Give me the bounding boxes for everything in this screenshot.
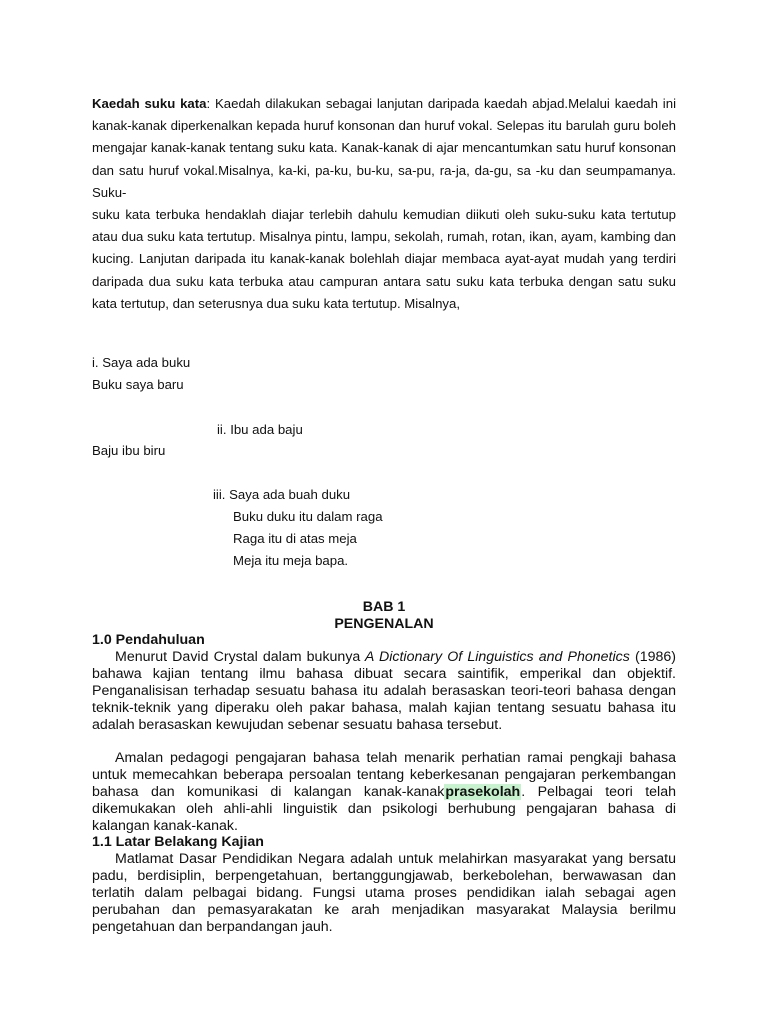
chapter-title: PENGENALAN <box>334 616 434 632</box>
kaedah-suku-kata-paragraph <box>92 93 676 315</box>
example-i-line2: Buku saya baru <box>92 377 184 392</box>
chapter-number: BAB 1 <box>362 599 406 615</box>
kaedah-term: Kaedah suku kata <box>92 96 207 111</box>
pendahuluan-paragraph-2: Amalan pedagogi pengajaran bahasa telah menarik perhatian ramai pengkaji bahasa untuk memecahkan beberapa persoalan tentang keberkesanan pengajaran perkembangan bahasa dan komunikasi di kalangan kanak-kanakprasekolah. Pelbagai teori telah dikemukakan oleh ahli-ahli linguistik dan psikologi berhubung pengajaran bahasa di kalangan kanak-kanak. <box>92 750 676 834</box>
latar-belakang-paragraph: Matlamat Dasar Pendidikan Negara adalah untuk melahirkan masyarakat yang bersatu padu, berdisiplin, berpengetahuan, bertanggungjawab, berkebolehan, berwawasan dan terlatih dalam pelbagai bidang. Fungsi utama proses pendidikan ialah sebagai agen perubahan dan pemasyarakatan ke arah menjadikan masyarakat Malaysia berilmu pengetahuan dan berpandangan jauh. <box>92 851 676 935</box>
section-heading-latar-belakang: 1.1 Latar Belakang Kajian <box>92 834 264 850</box>
example-i-line1: i. Saya ada buku <box>92 355 191 370</box>
example-iii-line3: Raga itu di atas meja <box>233 531 357 546</box>
highlighted-term: prasekolah <box>445 783 521 800</box>
example-ii-line2: Baju ibu biru <box>92 443 166 458</box>
book-title: A Dictionary Of Linguistics and Phonetics <box>360 649 630 665</box>
example-iii-line1: iii. Saya ada buah duku <box>213 487 351 502</box>
pendahuluan-paragraph-1: Menurut David Crystal dalam bukunya A Dictionary Of Linguistics and Phonetics (1986) bahawa kajian tentang ilmu bahasa dibuat secara saintifik, emperikal dan objektif. Penganalisisan terhadap sesuatu bahasa itu adalah berasaskan teori-teori bahasa dengan teknik-teknik yang diperaku oleh pakar bahasa, malah kajian tentang sesuatu bahasa itu adalah berasaskan kewujudan sebenar sesuatu bahasa tersebut. <box>92 649 676 733</box>
section-heading-pendahuluan: 1.0 Pendahuluan <box>92 632 205 648</box>
example-ii-line1: ii. Ibu ada baju <box>217 422 303 437</box>
example-iii-line4: Meja itu meja bapa. <box>233 553 349 568</box>
kaedah-text-continued: suku kata terbuka hendaklah diajar terlebih dahulu kemudian diikuti oleh suku-suku kata tertutup atau dua suku kata tertutup. Misalnya pintu, lampu, sekolah, rumah, rotan, ikan, ayam, kambing dan kucing. Lanjutan daripada itu kanak-kanak bolehlah diajar membaca ayat-ayat mudah yang terdiri daripada dua suku kata terbuka atau campuran antara satu suku kata terbuka dengan satu suku kata tertutup, dan seterusnya dua suku kata tertutup. Misalnya, <box>92 207 676 311</box>
kaedah-text: : Kaedah dilakukan sebagai lanjutan daripada kaedah abjad.Melalui kaedah ini kanak-kanak diperkenalkan kepada huruf konsonan dan huruf vokal. Selepas itu barulah guru boleh mengajar kanak-kanak tentang suku kata. Kanak-kanak di ajar mencantumkan satu huruf konsonan dan satu huruf vokal.Misalnya, ka-ki, pa-ku, bu-ku, sa-pu, ra-ja, da-gu, sa -ku dan seumpamanya. Suku- <box>92 96 676 200</box>
example-iii-line2: Buku duku itu dalam raga <box>233 509 383 524</box>
